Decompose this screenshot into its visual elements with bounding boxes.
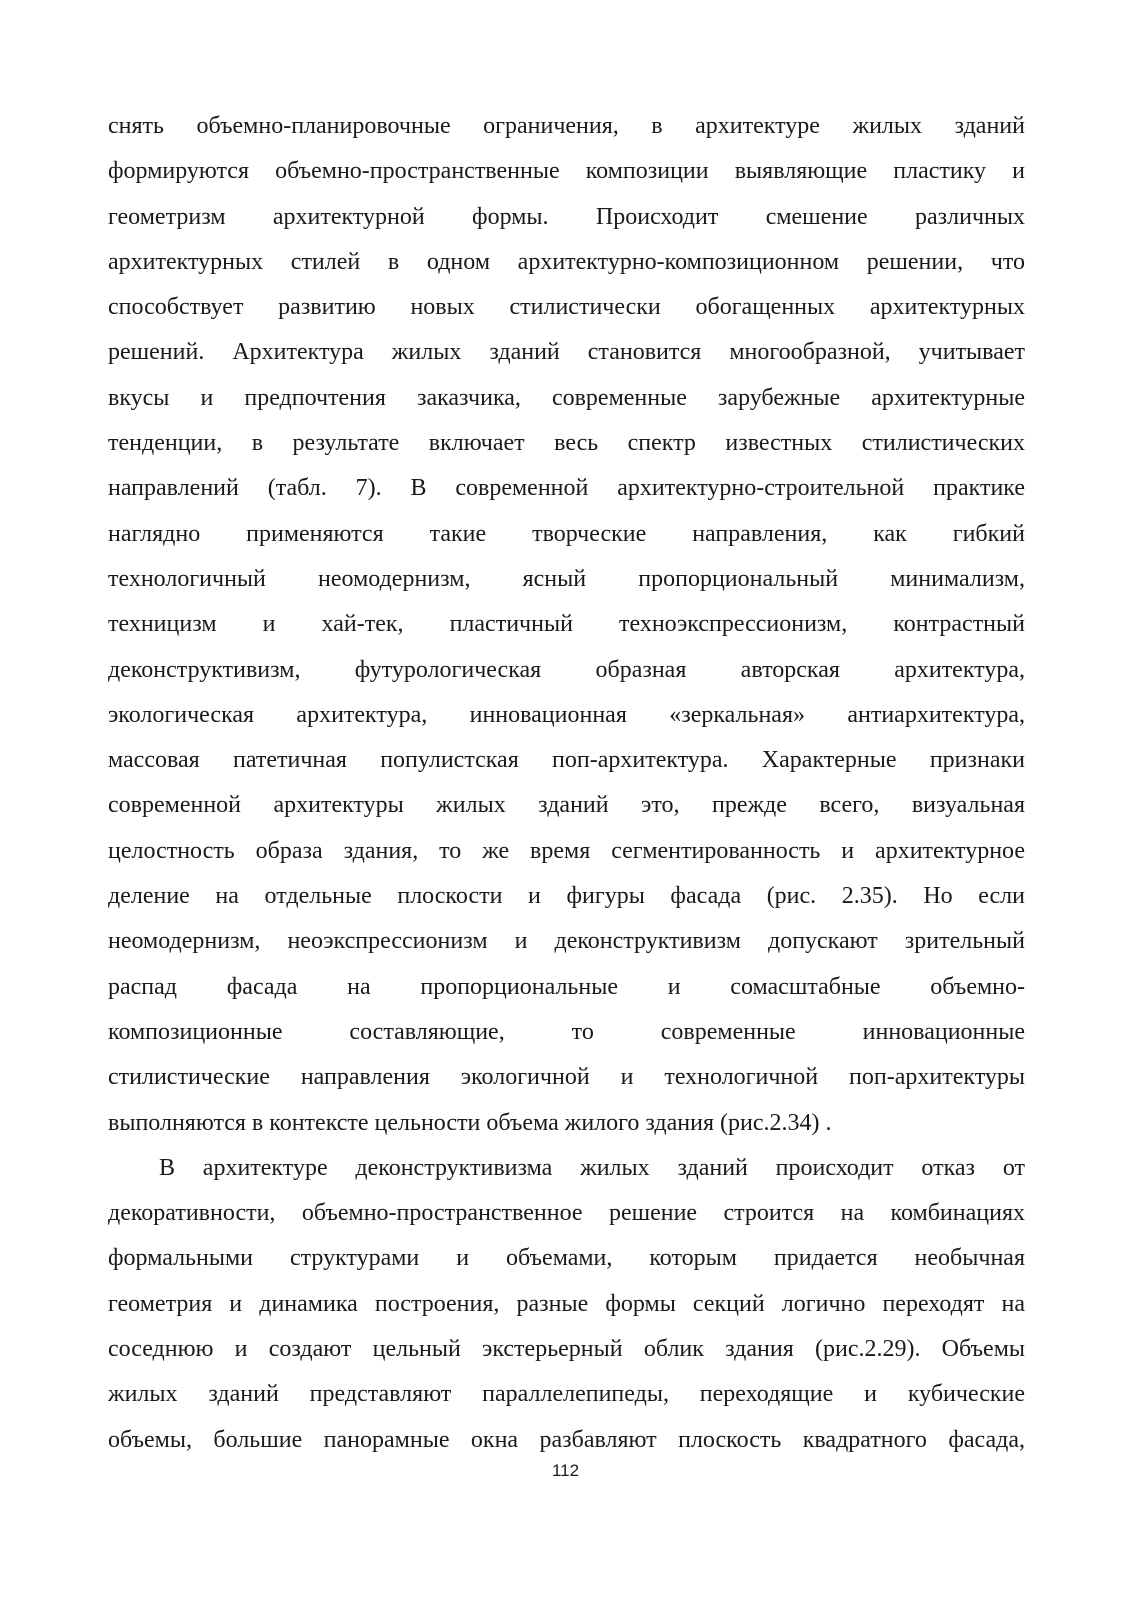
text-line: формируются объемно-пространственные композиции выявляющие пластику и <box>108 158 1025 185</box>
body-text <box>108 104 1025 1463</box>
text-line: геометрия и динамика построения, разные формы секций логично переходят на <box>108 1290 1025 1317</box>
text-line: технологичный неомодернизм, ясный пропорциональный минимализм, <box>108 565 1025 592</box>
text-line: композиционные составляющие, то современные инновационные <box>108 1018 1025 1045</box>
text-line: геометризм архитектурной формы. Происходит смешение различных <box>108 203 1025 230</box>
text-line: массовая патетичная популистская поп-архитектура. Характерные признаки <box>108 747 1025 774</box>
text-line: декоративности, объемно-пространственное решение строится на комбинациях <box>108 1200 1025 1227</box>
text-line: способствует развитию новых стилистически обогащенных архитектурных <box>108 294 1025 321</box>
text-line: деление на отдельные плоскости и фигуры фасада (рис. 2.35). Но если <box>108 883 1025 910</box>
text-line: стилистические направления экологичной и технологичной поп-архитектуры <box>108 1064 1025 1091</box>
text-line: снять объемно-планировочные ограничения, в архитектуре жилых зданий <box>108 113 1025 139</box>
text-line: наглядно применяются такие творческие направления, как гибкий <box>108 520 1025 547</box>
text-line: тенденции, в результате включает весь спектр известных стилистических <box>108 430 1025 457</box>
paragraph-2 <box>108 1146 1025 1463</box>
text-line: техницизм и хай-тек, пластичный техноэкспрессионизм, контрастный <box>108 611 1025 638</box>
text-line: вкусы и предпочтения заказчика, современные зарубежные архитектурные <box>108 384 1025 411</box>
text-line: направлений (табл. 7). В современной архитектурно-строительной практике <box>108 475 1025 502</box>
text-line: жилых зданий представляют параллелепипеды, переходящие и кубические <box>108 1381 1025 1408</box>
text-line: современной архитектуры жилых зданий это, прежде всего, визуальная <box>108 792 1025 819</box>
text-line: соседнюю и создают цельный экстерьерный облик здания (рис.2.29). Объемы <box>108 1336 1025 1363</box>
text-line: В архитектуре деконструктивизма жилых зданий происходит отказ от <box>159 1154 1025 1181</box>
text-line: решений. Архитектура жилых зданий становится многообразной, учитывает <box>108 339 1025 366</box>
text-line: целостность образа здания, то же время сегментированность и архитектурное <box>108 837 1025 864</box>
paragraph-1 <box>108 104 1025 1146</box>
text-line: выполняются в контексте цельности объема жилого здания (рис.2.34) . <box>108 1109 832 1136</box>
text-line: деконструктивизм, футурологическая образная авторская архитектура, <box>108 656 1025 683</box>
text-line: объемы, большие панорамные окна разбавляют плоскость квадратного фасада, <box>108 1426 1025 1453</box>
text-line: неомодернизм, неоэкспрессионизм и деконструктивизм допускают зрительный <box>108 928 1025 955</box>
text-line: экологическая архитектура, инновационная «зеркальная» антиархитектура, <box>108 701 1025 728</box>
text-line: архитектурных стилей в одном архитектурно-композиционном решении, что <box>108 248 1025 275</box>
text-line: формальными структурами и объемами, которым придается необычная <box>108 1245 1025 1272</box>
text-line: распад фасада на пропорциональные и сомасштабные объемно- <box>108 973 1025 1000</box>
page-number: 112 <box>551 1461 580 1480</box>
